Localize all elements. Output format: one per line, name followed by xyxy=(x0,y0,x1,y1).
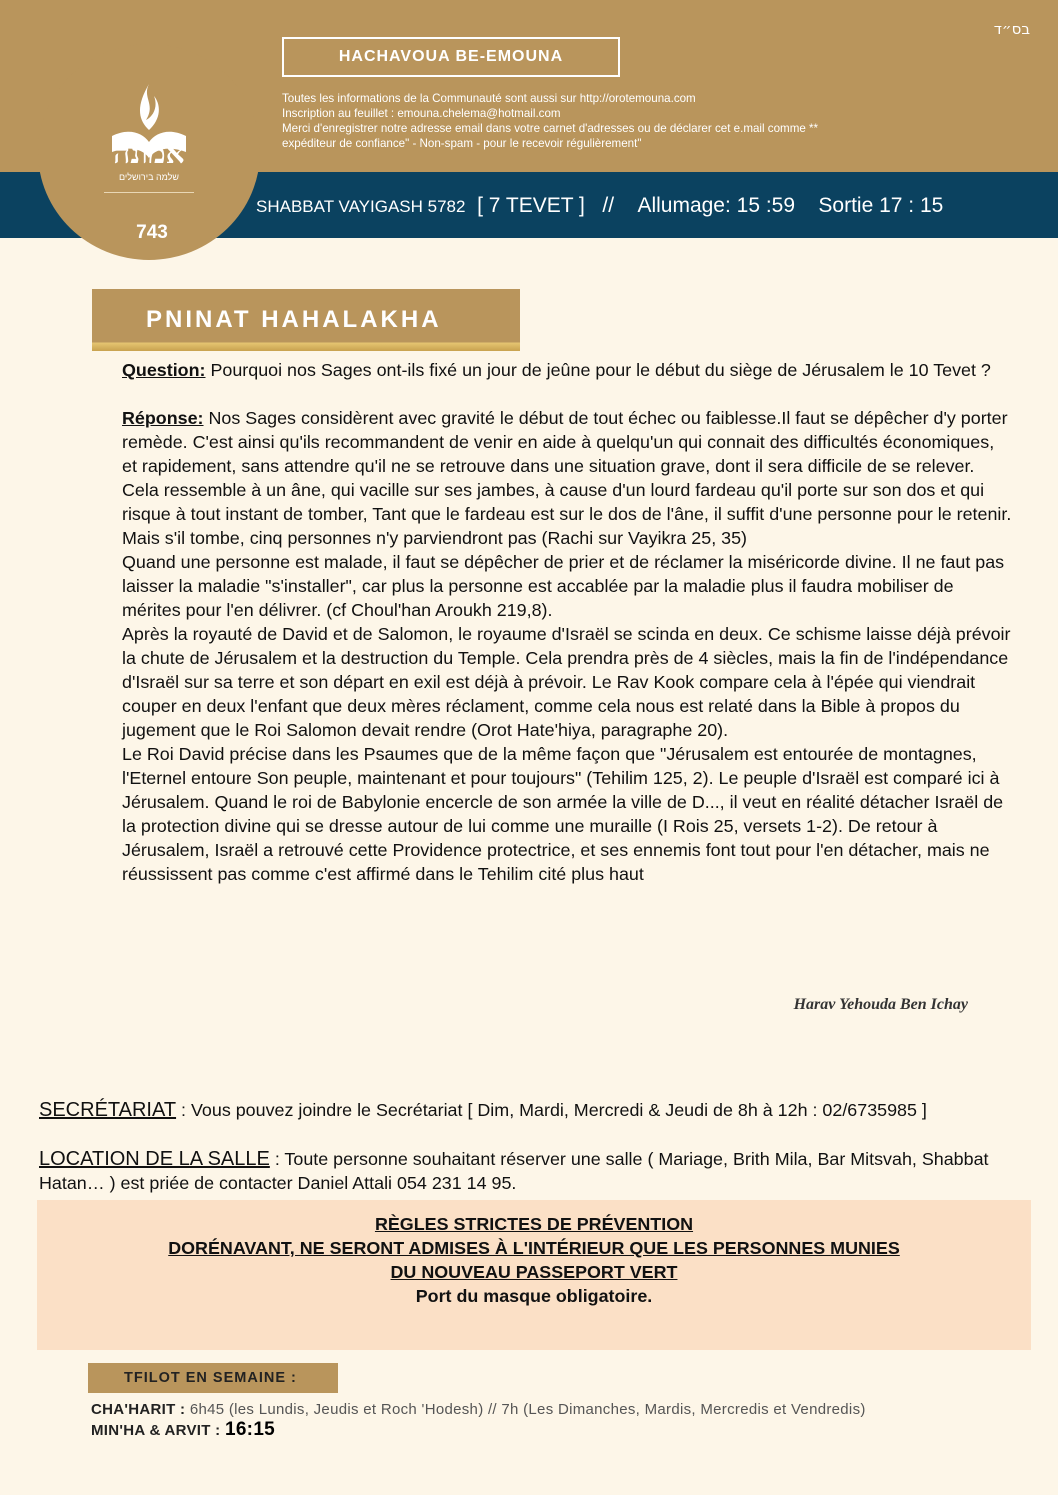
location-text: : Toute personne souhaitant réserver une salle ( Mariage, Brith Mila, Bar Mitsvah, Shabbat Hatan… ) est priée de contacter Daniel Attali 054 231 14 95. xyxy=(39,1149,989,1193)
secretariat-text: : Vous pouvez joindre le Secrétariat [ Dim, Mardi, Mercredi & Jeudi de 8h à 12h : 02/6735985 ] xyxy=(176,1100,927,1120)
secretariat-info xyxy=(39,1098,1029,1122)
halakha-article xyxy=(122,358,1014,886)
shabbat-info xyxy=(256,190,1046,222)
newsletter-title: HACHAVOUA BE-EMOUNA xyxy=(282,37,620,77)
answer-label: Réponse: xyxy=(122,408,204,428)
shabbat-name: SHABBAT VAYIGASH 5782 xyxy=(256,197,466,216)
question xyxy=(122,358,1014,382)
logo-hebrew-text: אמונה xyxy=(113,136,185,171)
answer xyxy=(122,406,1014,550)
notice-line: DORÉNAVANT, NE SERONT ADMISES À L'INTÉRIEUR QUE LES PERSONNES MUNIES xyxy=(168,1238,900,1258)
minha-label: MIN'HA & ARVIT : xyxy=(91,1422,221,1439)
info-line: Toutes les informations de la Communauté sont aussi sur http://orotemouna.com xyxy=(282,92,696,105)
shabbat-end-time: Sortie 17 : 15 xyxy=(818,194,944,217)
emouna-logo xyxy=(38,44,260,260)
section-title: PNINAT HAHALAKHA xyxy=(92,289,520,351)
separator: // xyxy=(602,194,615,217)
info-line: Merci d'enregistrer notre adresse email dans votre carnet d'adresses ou de déclarer cet e.mail comme ** xyxy=(282,122,819,135)
issue-number: 743 xyxy=(136,222,168,243)
chaharit-label: CHA'HARIT : xyxy=(91,1401,186,1418)
minha-time: 16:15 xyxy=(224,1419,276,1440)
question-label: Question: xyxy=(122,360,206,380)
bsd-mark: בס״ד xyxy=(993,20,1030,38)
logo-subtitle: שלמה בירושלים xyxy=(118,172,179,182)
hebrew-date: [ 7 TEVET ] xyxy=(477,194,585,217)
candle-lighting-time: Allumage: 15 :59 xyxy=(637,194,796,217)
article-paragraph: Le Roi David précise dans les Psaumes que de la même façon que "Jérusalem est entourée de montagnes, l'Eternel entoure Son peuple, maintenant et pour toujours" (Tehilim 125, 2). Le peuple d'Israël est comparé ici à Jérusalem. Quand le roi de Babylonie encercle de son armée la ville de D..., il veut en réalité détacher Israël de la protection divine qui se dresse autour de lui comme une muraille (I Rois 25, versets 1-2). De retour à Jérusalem, Israël a retrouvé cette Providence protectrice, et ses ennemis font tout pour l'en détacher, mais ne réussissent pas comme c'est affirmé dans le Tehilim cité plus haut xyxy=(122,744,1004,884)
hall-rental-info xyxy=(39,1147,1029,1195)
weekday-prayers-title: TFILOT EN SEMAINE : xyxy=(88,1363,338,1393)
header-info xyxy=(282,91,1002,151)
notice-mask: Port du masque obligatoire. xyxy=(415,1286,653,1306)
info-line: Inscription au feuillet : emouna.chelema@hotmail.com xyxy=(282,107,561,120)
prevention-notice xyxy=(37,1200,1031,1350)
answer-text: Nos Sages considèrent avec gravité le début de tout échec ou faiblesse.Il faut se dépêcher d'y porter remède. C'est ainsi qu'ils recommandent de venir en aide à quelqu'un qui connait des difficultés économiques, et rapidement, sans attendre qu'il ne se retrouve dans une situation grave, dont il sera difficile de se relever. Cela ressemble à un âne, qui vacille sur ses jambes, à cause d'un lourd fardeau qu'il porte sur son dos et qui risque à tout instant de tomber, Tant que le fardeau est sur le dos de l'âne, il suffit d'une personne pour le retenir. Mais s'il tombe, cinq personnes n'y parviendront pas (Rachi sur Vayikra 25, 35) xyxy=(122,408,1012,548)
notice-line: DU NOUVEAU PASSEPORT VERT xyxy=(390,1262,678,1282)
question-text: Pourquoi nos Sages ont-ils fixé un jour de jeûne pour le début du siège de Jérusalem le 10 Tevet ? xyxy=(205,360,991,380)
notice-title: RÈGLES STRICTES DE PRÉVENTION xyxy=(374,1214,694,1234)
chaharit-times: 6h45 (les Lundis, Jeudis et Roch 'Hodesh) // 7h (Les Dimanches, Mardis, Mercredis et Vendredis) xyxy=(185,1401,866,1418)
article-paragraph: Quand une personne est malade, il faut se dépêcher de prier et de réclamer la miséricorde divine. Il ne faut pas laisser la maladie "s'installer", car plus la personne est accablée par la maladie plus il faudra mobiliser de mérites pour l'en délivrer. (cf Choul'han Aroukh 219,8). xyxy=(122,552,1005,620)
info-line: expéditeur de confiance" - Non-spam - pour le recevoir régulièrement" xyxy=(282,137,642,150)
location-label: LOCATION DE LA SALLE xyxy=(39,1148,270,1170)
logo-divider xyxy=(104,192,194,193)
article-paragraph: Après la royauté de David et de Salomon, le royaume d'Israël se scinda en deux. Ce schisme laisse déjà prévoir la chute de Jérusalem et la destruction du Temple. Cela prendra près de 4 siècles, mais la fin de l'indépendance d'Israël sur sa terre et son départ en exil est déjà à prévoir. Le Rav Kook compare cela à l'épée qui viendrait couper en deux l'enfant que deux mères réclament, comme cela nous est relaté dans la Bible à propos du jugement que le Roi Salomon devait rendre (Orot Hate'hiya, paragraphe 20). xyxy=(122,624,1011,740)
author-signature: Harav Yehouda Ben Ichay xyxy=(793,996,968,1013)
chaharit-schedule xyxy=(91,1401,1051,1418)
secretariat-label: SECRÉTARIAT xyxy=(39,1099,177,1121)
minha-schedule xyxy=(91,1419,491,1441)
